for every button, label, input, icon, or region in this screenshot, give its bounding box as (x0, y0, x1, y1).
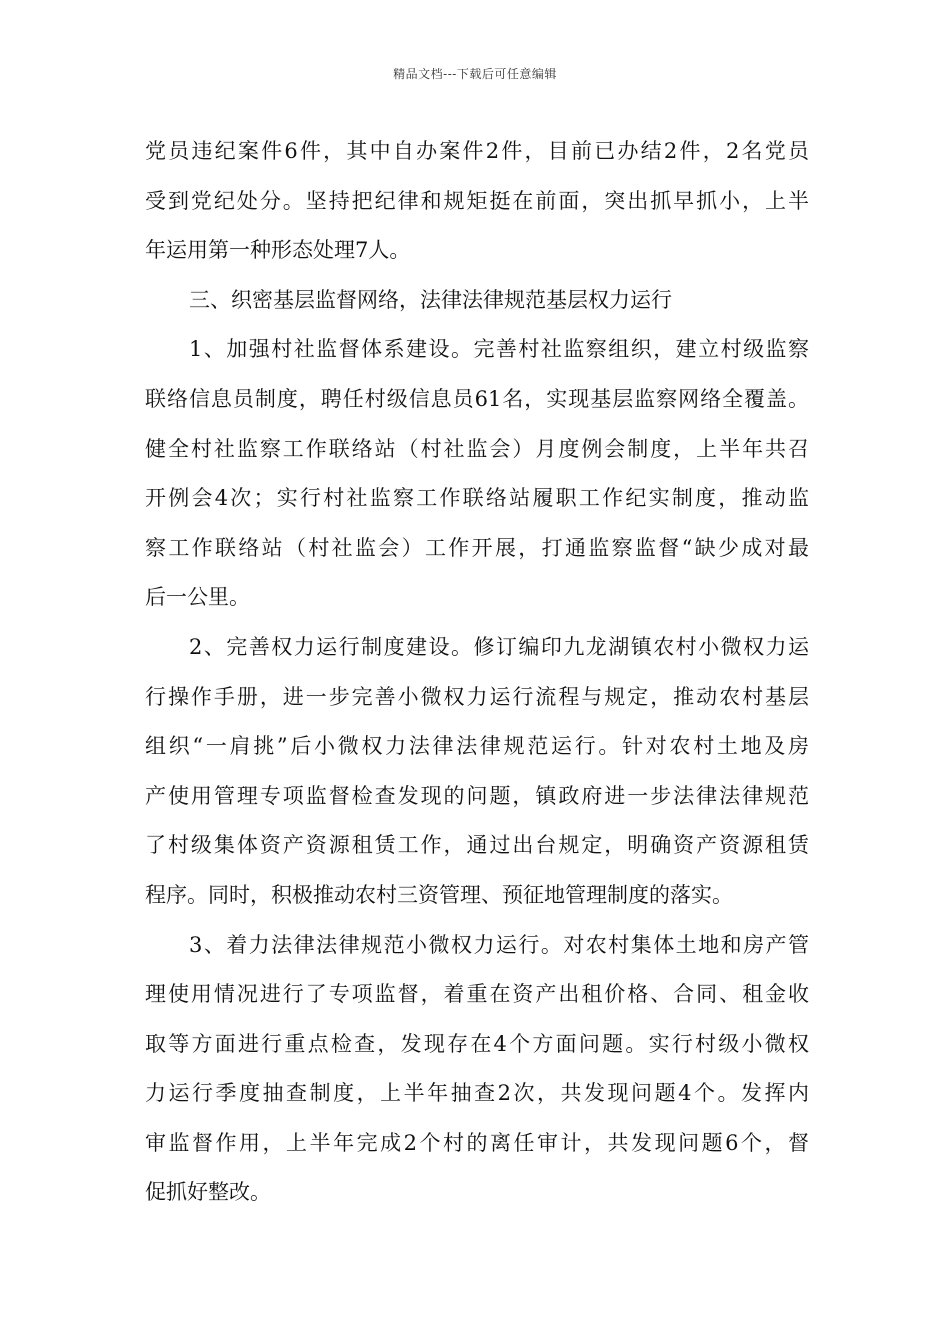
paragraph-line: 察工作联络站（村社监会）工作开展，打通监察监督“缺少成对最 (145, 535, 809, 560)
paragraph-line: 2、完善权力运行制度建设。修订编印九龙湖镇农村小微权力运 (189, 634, 809, 659)
paragraph-line: 程序。同时，积极推动农村三资管理、预征地管理制度的落实。 (145, 882, 733, 907)
paragraph-line: 1、加强村社监督体系建设。完善村社监察组织，建立村级监察 (189, 337, 809, 362)
section-heading: 三、织密基层监督网络，法律法律规范基层权力运行 (189, 287, 672, 312)
paragraph-line: 年运用第一种形态处理7人。 (145, 238, 411, 263)
paragraph-line: 党员违纪案件6件，其中自办案件2件，目前已办结2件，2名党员 (145, 139, 809, 163)
paragraph-line: 产使用管理专项监督检查发现的问题，镇政府进一步法律法律规范 (145, 783, 809, 808)
page-header: 精品文档---下载后可任意编辑 (393, 67, 557, 81)
paragraph-line: 开例会4次；实行村社监察工作联络站履职工作纪实制度，推动监 (145, 486, 809, 511)
paragraph-line: 3、着力法律法律规范小微权力运行。对农村集体土地和房产管 (189, 932, 809, 957)
paragraph-line: 了村级集体资产资源租赁工作，通过出台规定，明确资产资源租赁 (145, 833, 809, 858)
paragraph-line: 促抓好整改。 (145, 1180, 271, 1205)
paragraph-line: 力运行季度抽查制度，上半年抽查2次，共发现问题4个。发挥内 (145, 1081, 809, 1106)
paragraph-line: 行操作手册，进一步完善小微权力运行流程与规定，推动农村基层 (145, 684, 809, 709)
paragraph-line: 联络信息员制度，聘任村级信息员61名，实现基层监察网络全覆盖。 (145, 386, 809, 411)
document-body (145, 127, 809, 1218)
paragraph-line: 组织“一肩挑”后小微权力法律法律规范运行。针对农村土地及房 (145, 734, 809, 759)
paragraph-line: 健全村社监察工作联络站（村社监会）月度例会制度，上半年共召 (145, 436, 809, 461)
paragraph-line: 审监督作用，上半年完成2个村的离任审计，共发现问题6个，督 (145, 1130, 809, 1155)
paragraph-line: 取等方面进行重点检查，发现存在4个方面问题。实行村级小微权 (145, 1031, 809, 1056)
paragraph-line: 后一公里。 (145, 585, 250, 610)
paragraph-line: 受到党纪处分。坚持把纪律和规矩挺在前面，突出抓早抓小，上半 (145, 188, 809, 213)
paragraph-line: 理使用情况进行了专项监督，着重在资产出租价格、合同、租金收 (145, 982, 809, 1007)
